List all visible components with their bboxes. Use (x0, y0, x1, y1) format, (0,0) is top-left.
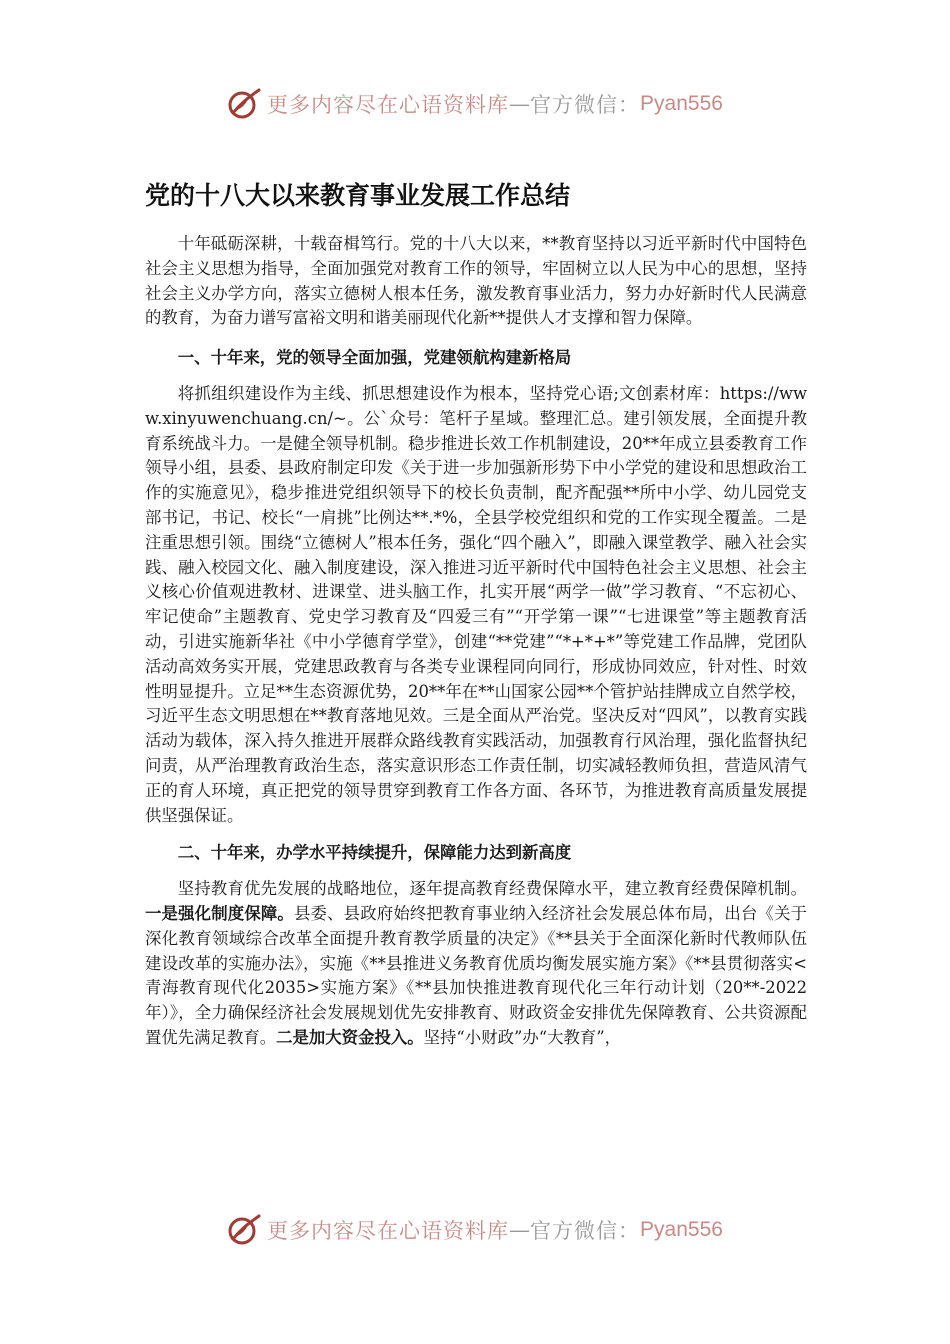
section-2-bold-2: 二是加大资金投入。 (276, 1027, 424, 1047)
brush-logo-icon (227, 87, 261, 121)
section-2-text-c: 坚持“小财政”办“大教育”， (423, 1027, 622, 1047)
banner-separator: — (509, 92, 531, 116)
section-2-text-b: 县委、县政府始终把教育事业纳入经济社会发展总体布局，出台《关于深化教育领域综合改革全面提升教育教学质量的决定》《**县关于全面深化新时代教师队伍建设改革的实施办法》，实施《**县推进义务教育优质均衡发展实施方案》《**县贯彻落实<青海教育现代化2035>实施方案》《**县加快推进教育现代化三年行动计划（20**-2022年）》，全力确保经济社会发展规划优先安排教育、财政资金安排优先保障教育、公共资源配置优先满足教育。 (145, 903, 808, 1047)
banner-wechat-id: Pyan556 (640, 1218, 723, 1241)
brush-logo-icon (227, 1213, 261, 1247)
banner-wechat-id: Pyan556 (640, 92, 723, 115)
section-1-paragraph: 将抓组织建设作为主线、抓思想建设作为根本，坚持党心语;文创素材库：https://www.xinyuwenchuang.cn/~。公`众号：笔杆子星域。整理汇总。建引领发展，全面提升教育系统战斗力。一是健全领导机制。稳步推进长效工作机制建设，20**年成立县委教育工作领导小组，县委、县政府制定印发《关于进一步加强新形势下中小学党的建设和思想政治工作的实施意见》，稳步推进党组织领导下的校长负责制，配齐配强**所中小学、幼儿园党支部书记，书记、校长“一肩挑”比例达**.*%，全县学校党组织和党的工作实现全覆盖。二是注重思想引领。围绕“立德树人”根本任务，强化“四个融入”，即融入课堂教学、融入社会实践、融入校园文化、融入制度建设，深入推进习近平新时代中国特色社会主义思想、社会主义核心价值观进教材、进课堂、进头脑工作，扎实开展“两学一做”学习教育、“不忘初心、牢记使命”主题教育、党史学习教育及“四爱三有”“开学第一课”“七进课堂”等主题教育活动，引进实施新华社《中小学德育学堂》，创建“**党建”“*+*+*”等党建工作品牌，党团队活动高效务实开展，党建思政教育与各类专业课程同向同行，形成协同效应，针对性、时效性明显提升。立足**生态资源优势，20**年在**山国家公园**个管护站挂牌成立自然学校，习近平生态文明思想在**教育落地见效。三是全面从严治党。坚决反对“四风”，以教育实践活动为载体，深入持久推进开展群众路线教育实践活动，加强教育行风治理，强化监督执纪问责，从严治理教育政治生态，落实意识形态工作责任制，切实减轻教师负担，营造风清气正的育人环境，真正把党的领导贯穿到教育工作各方面、各环节，为推进教育高质量发展提供坚强保证。 (145, 383, 807, 825)
section-2-paragraph (145, 877, 807, 1051)
section-1-heading: 一、十年来，党的领导全面加强，党建领航构建新格局 (177, 348, 572, 368)
document-body (145, 232, 807, 1051)
section-2-text-a: 坚持教育优先发展的战略地位，逐年提高教育经费保障水平，建立教育经费保障机制。 (177, 879, 807, 899)
banner-wechat-label: 官方微信： (530, 1219, 641, 1243)
document-title: 党的十八大以来教育事业发展工作总结 (145, 181, 571, 210)
banner-slogan: 更多内容尽在心语资料库 (267, 93, 510, 117)
footer-banner (0, 1208, 950, 1252)
banner-wechat-label: 官方微信： (530, 93, 641, 117)
banner-separator: — (509, 1218, 531, 1242)
banner-slogan: 更多内容尽在心语资料库 (267, 1219, 510, 1243)
header-banner (0, 82, 950, 126)
section-2-heading: 二、十年来，办学水平持续提升，保障能力达到新高度 (177, 843, 572, 863)
section-2-bold-1: 一是强化制度保障。 (145, 903, 294, 923)
intro-paragraph: 十年砥砺深耕，十载奋楫笃行。党的十八大以来，**教育坚持以习近平新时代中国特色社会主义思想为指导，全面加强党对教育工作的领导，牢固树立以人民为中心的思想，坚持社会主义办学方向，落实立德树人根本任务，激发教育事业活力，努力办好新时代人民满意的教育，为奋力谱写富裕文明和谐美丽现代化新**提供人才支撑和智力保障。 (145, 234, 807, 328)
